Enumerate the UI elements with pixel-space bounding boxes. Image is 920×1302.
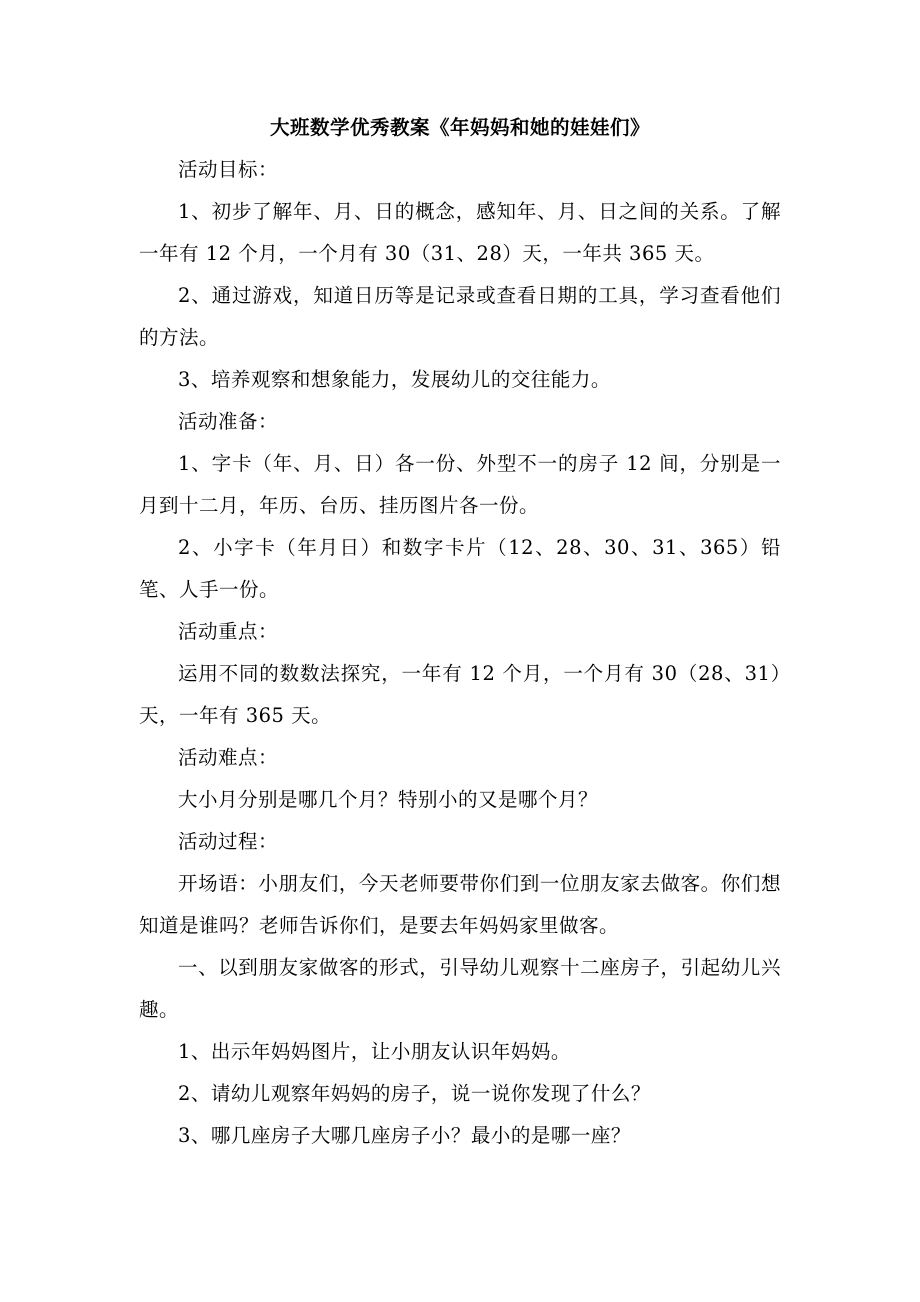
section-heading-process: 活动过程：: [178, 830, 279, 853]
paragraph: 3、培养观察和想象能力，发展幼儿的交往能力。: [178, 368, 611, 391]
paragraph: 大小月分别是哪几个月？特别小的又是哪个月？: [178, 788, 599, 811]
paragraph: 一、以到朋友家做客的形式，引导幼儿观察十二座房子，引起幼儿兴趣。: [139, 956, 781, 1021]
paragraph: 2、通过游戏，知道日历等是记录或查看日期的工具，学习查看他们的方法。: [139, 284, 781, 349]
section-heading-key-points: 活动重点：: [178, 620, 279, 643]
paragraph: 2、小字卡（年月日）和数字卡片（12、28、30、31、365）铅笔、人手一份。: [139, 536, 781, 601]
paragraph: 1、出示年妈妈图片，让小朋友认识年妈妈。: [178, 1040, 571, 1063]
document-title: 大班数学优秀教案《年妈妈和她的娃娃们》: [269, 116, 650, 139]
section-heading-preparation: 活动准备：: [178, 410, 279, 433]
paragraph: 开场语：小朋友们，今天老师要带你们到一位朋友家去做客。你们想知道是谁吗？老师告诉你们，是要去年妈妈家里做客。: [139, 872, 781, 937]
section-heading-difficulties: 活动难点：: [178, 746, 279, 769]
paragraph: 1、字卡（年、月、日）各一份、外型不一的房子 12 间，分别是一月到十二月，年历、台历、挂历图片各一份。: [139, 452, 781, 517]
paragraph: 1、初步了解年、月、日的概念，感知年、月、日之间的关系。了解一年有 12 个月，一个月有 30（31、28）天，一年共 365 天。: [139, 200, 781, 265]
paragraph: 3、哪几座房子大哪几座房子小？最小的是哪一座？: [178, 1124, 631, 1147]
paragraph: 运用不同的数数法探究，一年有 12 个月，一个月有 30（28、31）天，一年有 365 天。: [139, 662, 781, 727]
paragraph: 2、请幼儿观察年妈妈的房子，说一说你发现了什么？: [178, 1082, 651, 1105]
document-body: [139, 107, 781, 1157]
section-heading-goals: 活动目标：: [178, 158, 279, 181]
